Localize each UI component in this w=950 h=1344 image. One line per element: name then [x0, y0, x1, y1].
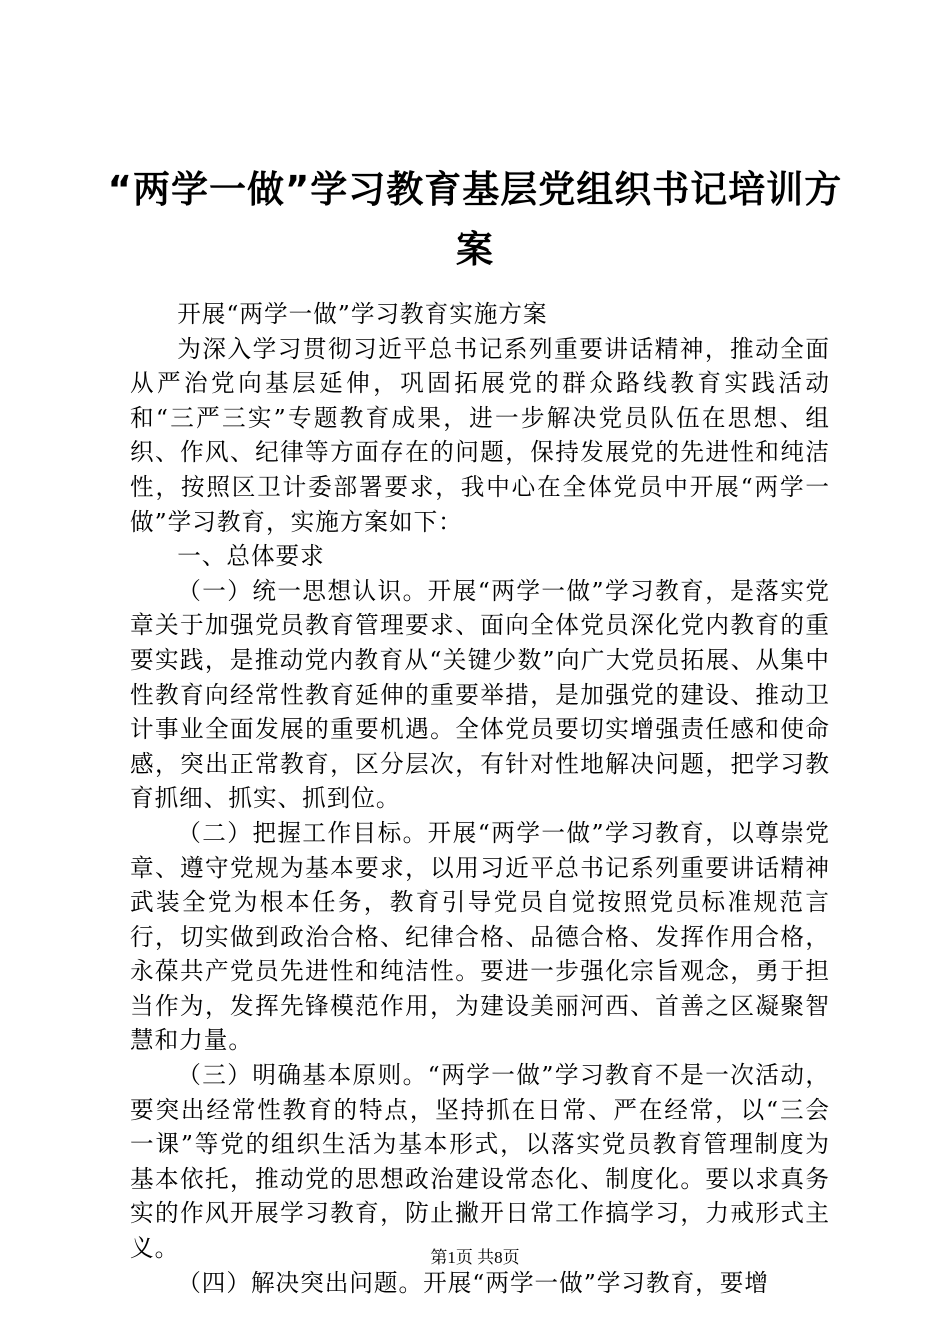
paragraph-item-1: （一）统一思想认识。开展“两学一做”学习教育，是落实党章关于加强党员教育管理要求、面向全体党员深化党内教育的重要实践，是推动党内教育从“关键少数”向广大党员拓展、从集中性教育向经常性教育延伸的重要举措，是加强党的建设、推动卫计事业全面发展的重要机遇。全体党员要切实增强责任感和使命感，突出正常教育，区分层次，有针对性地解决问题，把学习教育抓细、抓实、抓到位。 [130, 576, 830, 813]
page-footer: 第1页 共8页 [430, 1248, 520, 1267]
paragraph-intro: 为深入学习贯彻习近平总书记系列重要讲话精神，推动全面从严治党向基层延伸，巩固拓展党的群众路线教育实践活动和“三严三实”专题教育成果，进一步解决党员队伍在思想、组织、作风、纪律等方面存在的问题，保持发展党的先进性和纯洁性，按照区卫计委部署要求，我中心在全体党员中开展“两学一做”学习教育，实施方案如下： [130, 334, 830, 536]
paragraph-subtitle: 开展“两学一做”学习教育实施方案 [177, 300, 548, 328]
paragraph-item-4: （四）解决突出问题。开展“两学一做”学习教育，要增 [177, 1268, 769, 1297]
paragraph-item-3: （三）明确基本原则。“两学一做”学习教育不是一次活动，要突出经常性教育的特点，坚持抓在日常、严在经常，以“三会一课”等党的组织生活为基本形式，以落实党员教育管理制度为基本依托，推动党的思想政治建设常态化、制度化。要以求真务实的作风开展学习教育，防止撇开日常工作搞学习，力戒形式主义。 [130, 1061, 830, 1263]
document-body [130, 297, 830, 1300]
paragraph-item-2: （二）把握工作目标。开展“两学一做”学习教育，以尊崇党章、遵守党规为基本要求，以用习近平总书记系列重要讲话精神武装全党为根本任务，教育引导党员自觉按照党员标准规范言行，切实做到政治合格、纪律合格、品德合格、发挥作用合格，永葆共产党员先进性和纯洁性。要进一步强化宗旨观念，勇于担当作为，发挥先锋模范作用，为建设美丽河西、首善之区凝聚智慧和力量。 [130, 818, 830, 1055]
section-heading: 一、总体要求 [177, 542, 325, 571]
document-title: “两学一做”学习教育基层党组织书记培训方案 [107, 168, 843, 271]
